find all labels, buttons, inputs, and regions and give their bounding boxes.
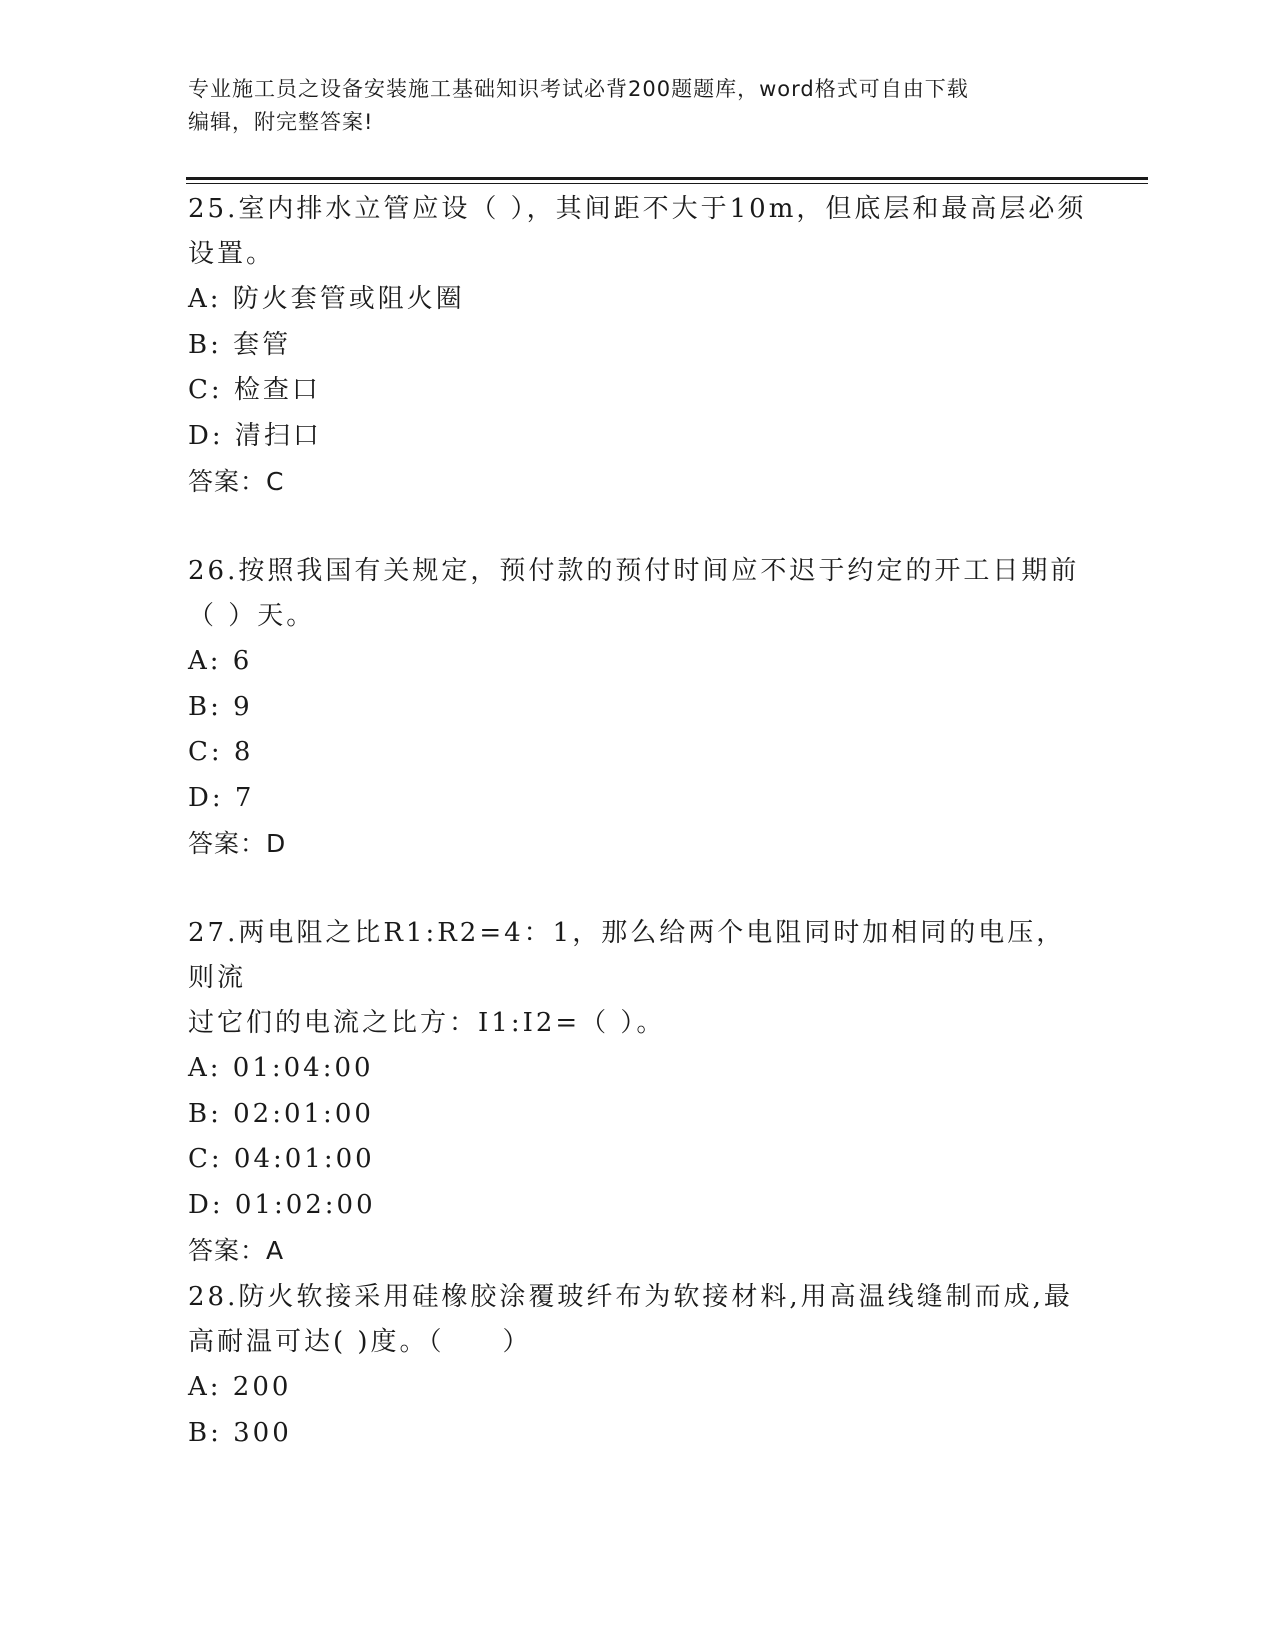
question-stem-line-1: 28.防火软接采用硅橡胶涂覆玻纤布为软接材料,用高温线缝制而成,最 bbox=[188, 1282, 1073, 1312]
option-a: A: 01:04:00 bbox=[188, 1053, 374, 1083]
option-a: A: 200 bbox=[188, 1372, 292, 1402]
question-stem-line-2: 设置。 bbox=[188, 239, 276, 269]
option-c: C: 检查口 bbox=[188, 375, 321, 405]
header-divider-thin bbox=[186, 183, 1148, 184]
header-line-1: 专业施工员之设备安装施工基础知识考试必背200题题库，word格式可自由下载 bbox=[188, 77, 969, 101]
answer-text: 答案：D bbox=[188, 829, 287, 858]
question-stem bbox=[188, 911, 1088, 1046]
document-header bbox=[188, 73, 1088, 139]
option-a: A: 6 bbox=[188, 646, 253, 676]
option-c: C: 04:01:00 bbox=[188, 1144, 375, 1174]
question-stem bbox=[188, 187, 1088, 277]
question-stem-line-2: 高耐温可达( )度。（ ） bbox=[188, 1327, 532, 1357]
answer-text: 答案：A bbox=[188, 1236, 285, 1265]
option-a: A: 防火套管或阻火圈 bbox=[188, 284, 465, 314]
question-stem-line-2: （ ）天。 bbox=[188, 601, 316, 631]
option-b: B: 02:01:00 bbox=[188, 1098, 374, 1129]
question-27 bbox=[188, 911, 1088, 1274]
answer-text: 答案：C bbox=[188, 467, 285, 496]
question-stem-line-1: 26.按照我国有关规定，预付款的预付时间应不迟于约定的开工日期前 bbox=[188, 556, 1080, 586]
option-d: D: 清扫口 bbox=[188, 420, 322, 451]
question-25 bbox=[188, 187, 1088, 505]
option-d: D: 7 bbox=[188, 782, 255, 813]
question-26 bbox=[188, 549, 1088, 867]
option-c: C: 8 bbox=[188, 737, 254, 767]
option-b: B: 300 bbox=[188, 1417, 292, 1448]
header-line-2: 编辑，附完整答案! bbox=[188, 110, 374, 134]
header-divider-thick bbox=[186, 177, 1148, 180]
option-b: B: 套管 bbox=[188, 329, 292, 360]
question-stem-line-1: 25.室内排水立管应设（ ），其间距不大于10m，但底层和最高层必须 bbox=[188, 194, 1087, 224]
question-28 bbox=[188, 1275, 1088, 1456]
question-stem bbox=[188, 549, 1088, 639]
option-b: B: 9 bbox=[188, 691, 253, 722]
question-stem-line-2: 过它们的电流之比方：I1:I2=（ ）。 bbox=[188, 1008, 666, 1038]
question-stem-line-1: 27.两电阻之比R1:R2=4：1，那么给两个电阻同时加相同的电压，则流 bbox=[188, 918, 1066, 993]
option-d: D: 01:02:00 bbox=[188, 1189, 376, 1220]
question-stem bbox=[188, 1275, 1088, 1365]
